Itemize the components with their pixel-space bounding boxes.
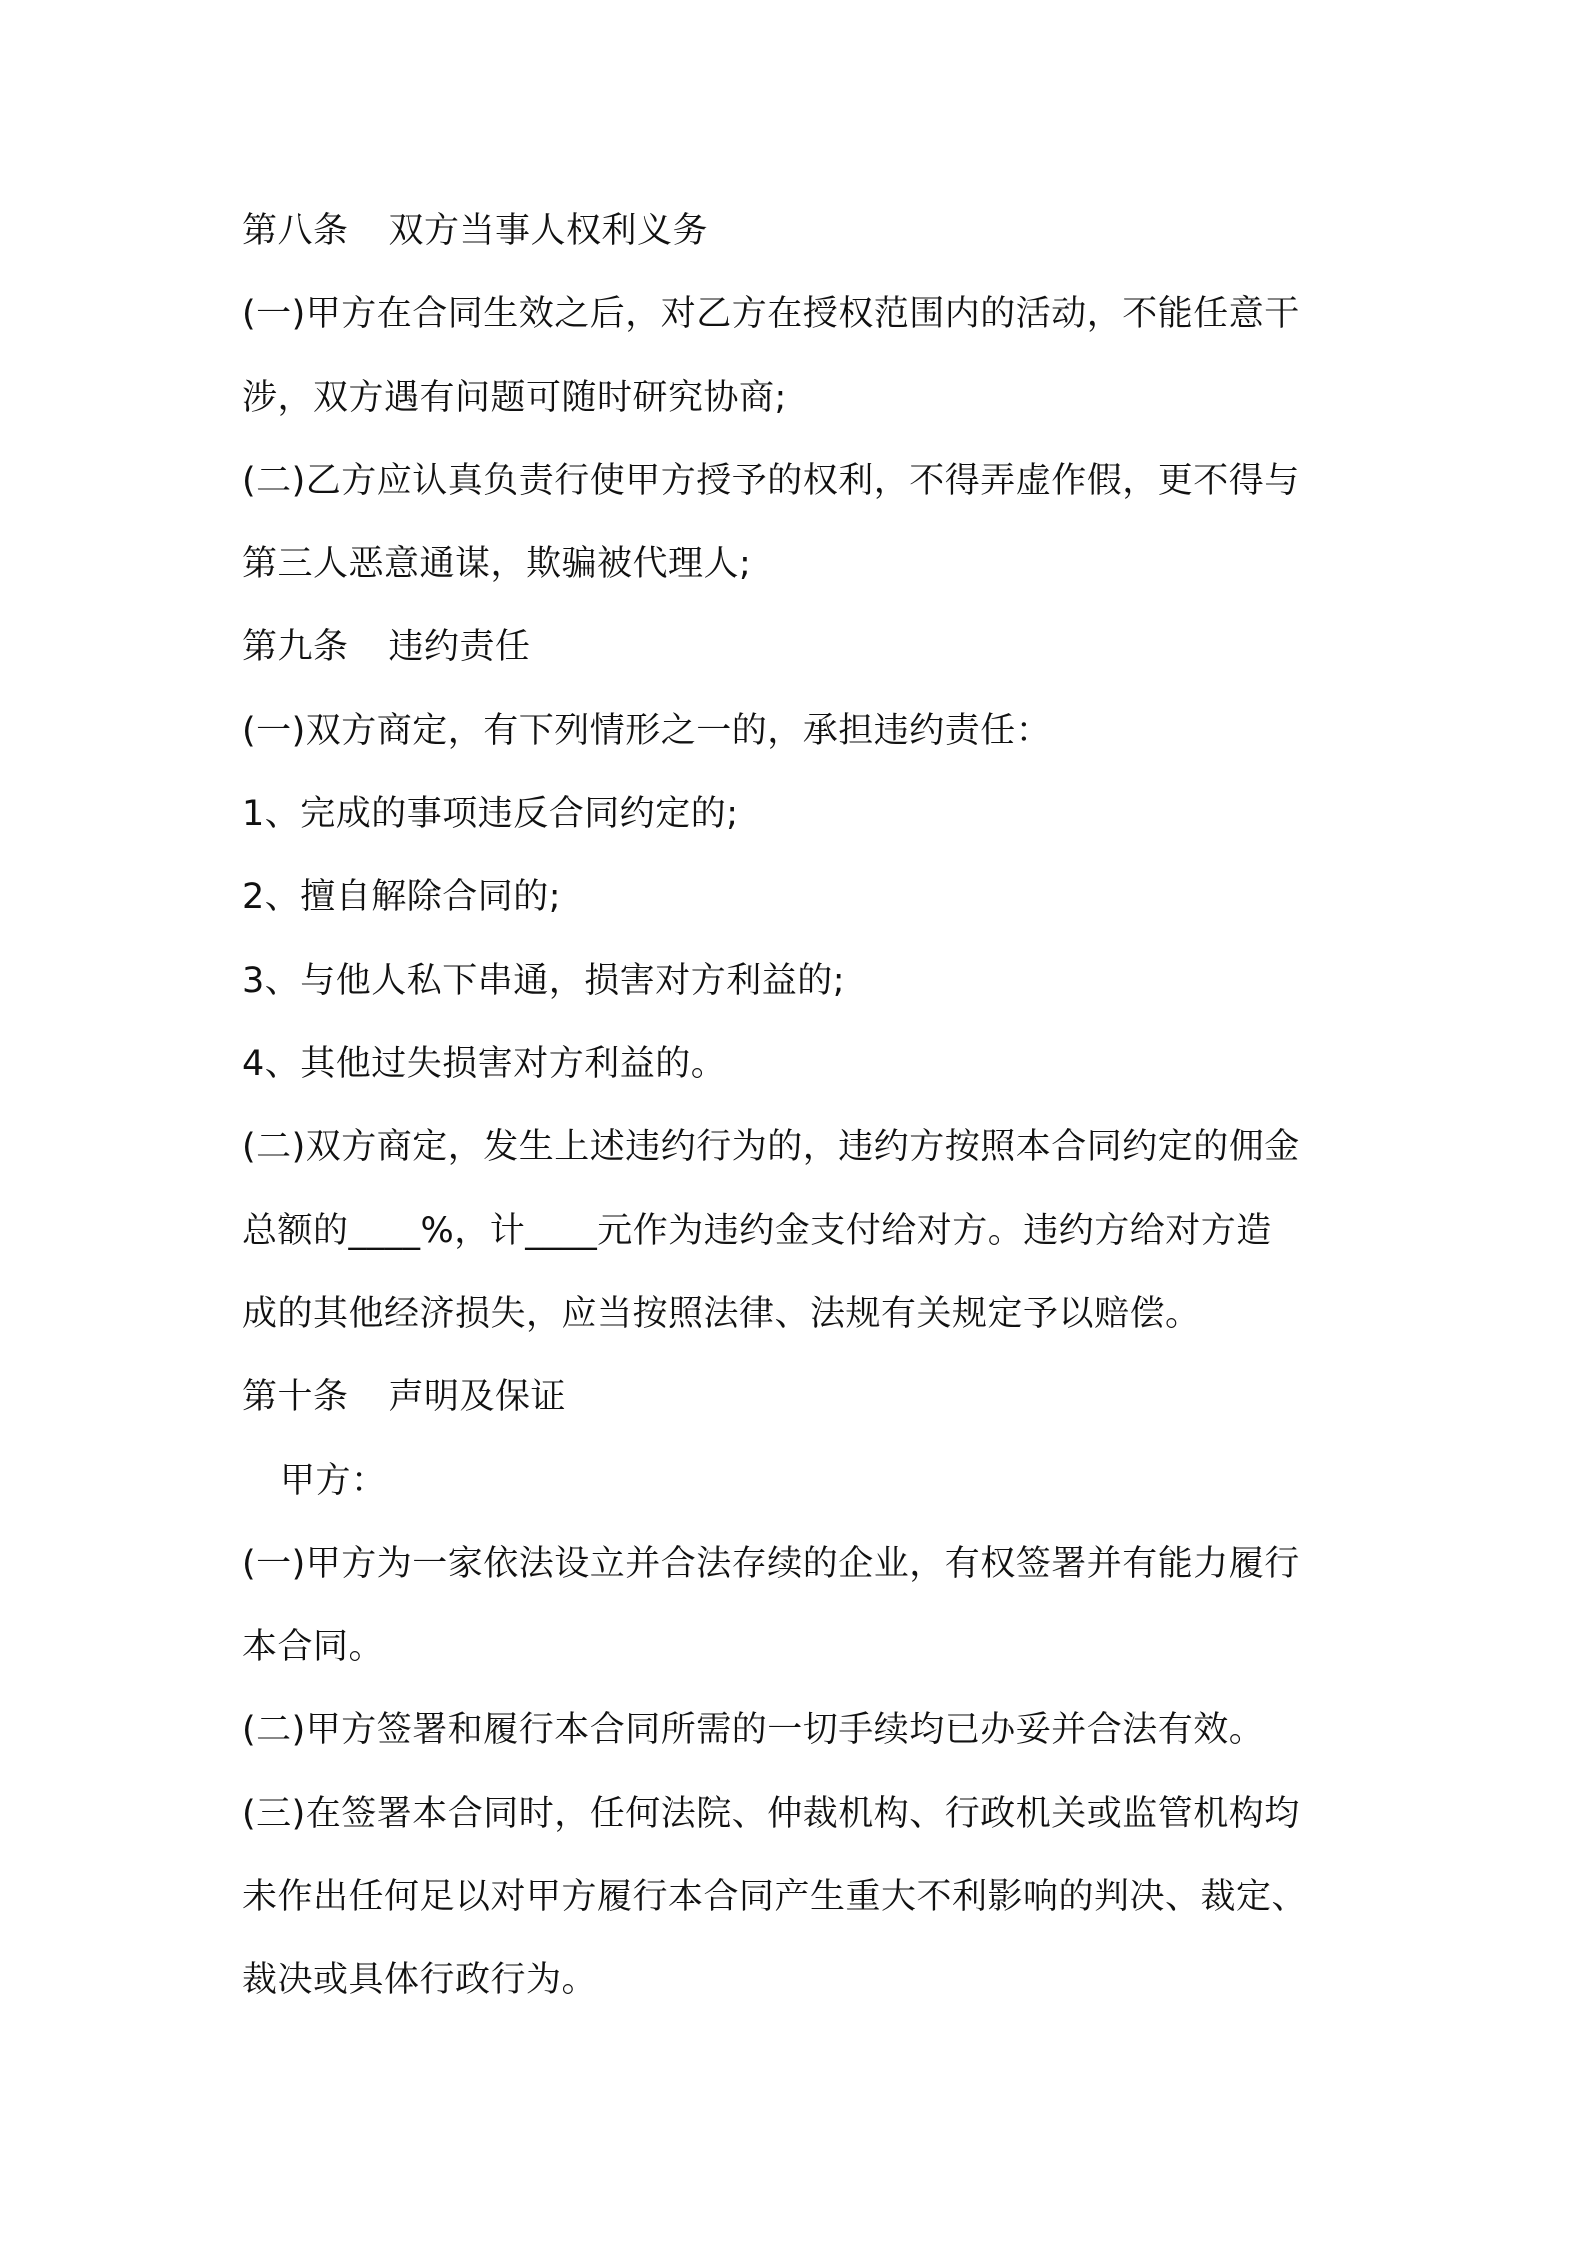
paragraph-line: (二)双方商定，发生上述违约行为的，违约方按照本合同约定的佣金 — [242, 1127, 1300, 1167]
article-8-heading — [242, 207, 1362, 255]
paragraph-line: 涉，双方遇有问题可随时研究协商; — [242, 378, 787, 418]
paragraph-line: (二)甲方签署和履行本合同所需的一切手续均已办妥并合法有效。 — [242, 1710, 1265, 1750]
article-number: 第九条 — [242, 627, 349, 667]
paragraph-line: (一)双方商定，有下列情形之一的，承担违约责任： — [242, 711, 1052, 751]
paragraph-line: 裁决或具体行政行为。 — [242, 1960, 598, 2000]
paragraph-line: 未作出任何足以对甲方履行本合同产生重大不利影响的判决、裁定、 — [242, 1877, 1308, 1917]
party-label: 甲方： — [280, 1461, 387, 1501]
article-title: 违约责任 — [388, 627, 531, 667]
article-title: 声明及保证 — [388, 1377, 567, 1417]
paragraph-line: 总额的____%，计____元作为违约金支付给对方。违约方给对方造 — [242, 1211, 1272, 1251]
paragraph-line: (三)在签署本合同时，任何法院、仲裁机构、行政机关或监管机构均 — [242, 1794, 1300, 1834]
paragraph-line: 本合同。 — [242, 1627, 385, 1667]
paragraph-line: (二)乙方应认真负责行使甲方授予的权利，不得弄虚作假，更不得与 — [242, 461, 1300, 501]
list-item: 3、与他人私下串通，损害对方利益的; — [242, 961, 846, 1001]
article-title: 双方当事人权利义务 — [388, 211, 709, 251]
article-number: 第八条 — [242, 211, 349, 251]
article-10-heading — [242, 1373, 1362, 1421]
paragraph-line: (一)甲方为一家依法设立并合法存续的企业，有权签署并有能力履行 — [242, 1544, 1300, 1584]
list-item: 2、擅自解除合同的; — [242, 877, 562, 917]
list-item: 1、完成的事项违反合同约定的; — [242, 794, 739, 834]
article-number: 第十条 — [242, 1377, 349, 1417]
paragraph-line: (一)甲方在合同生效之后，对乙方在授权范围内的活动，不能任意干 — [242, 294, 1300, 334]
paragraph-line: 成的其他经济损失，应当按照法律、法规有关规定予以赔偿。 — [242, 1294, 1201, 1334]
article-9-heading — [242, 623, 1362, 671]
list-item: 4、其他过失损害对方利益的。 — [242, 1044, 727, 1084]
paragraph-line: 第三人恶意通谋，欺骗被代理人; — [242, 544, 752, 584]
